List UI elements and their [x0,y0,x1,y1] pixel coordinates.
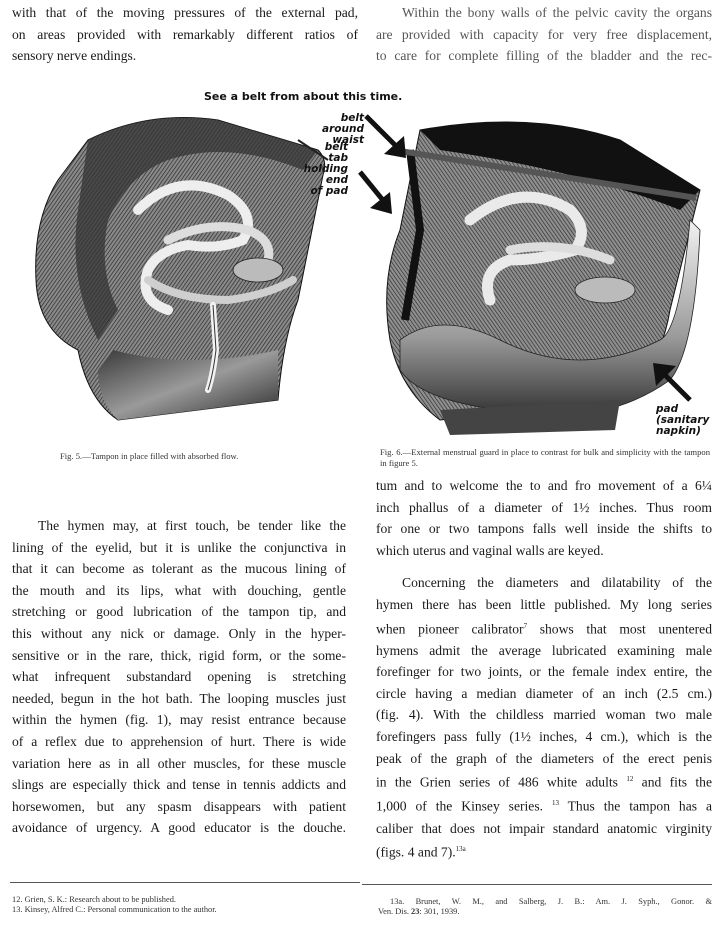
annotation-line: belt [340,112,364,124]
reference-superscript: 7 [523,621,528,630]
text-line: lining of the eyelid, but it is unlike the conjunctiva in [12,539,346,555]
annotation-line: belt [324,141,348,153]
text-span: in the Grien series of 486 white adults [376,774,627,790]
text-line: tum and to welcome the to and fro movement of a 6¼ [376,478,712,493]
volume-number: 23 [411,906,420,916]
footnotes-right [378,897,712,916]
text-line: forefinger for two joints, or the female index entire, the [376,664,712,680]
text-line: sensory nerve endings. [12,48,137,64]
text-span: Ven. Dis. [378,906,412,916]
text-line: hymens admit the average lubricated examining male [376,642,712,658]
annotation-pad [656,404,722,437]
text-line: this without any nick or damage. Only in the hyper- [12,625,346,641]
text-line: for one or two tampons falls well inside the shifts to [376,521,712,537]
text-line: caliber that does not impair standard anatomic virginity [376,820,712,836]
text-line: within the hymen (fig. 1), may resist entrance because [12,712,346,728]
text-line [376,616,712,640]
arrow-icon-belt-tab [356,168,396,218]
text-line: slings are especially thick and tense in tennis addicts and [12,777,346,793]
top-right-text [376,2,712,67]
text-line: (fig. 4). With the childless married woman two male [376,707,712,723]
text-line: Concerning the diameters and dilatability of the [402,575,712,591]
text-span: : 301, 1939. [419,906,460,916]
figure-5-tampon-illustration [28,100,338,440]
text-line: to care for complete filling of the bladder and the rec- [376,48,712,64]
text-line: variation here as in all other muscles, for these muscle [12,755,346,771]
right-column-body [376,475,712,863]
reference-superscript: 13 [551,799,559,808]
top-left-text [12,2,358,67]
annotation-title: See a belt from about this time. [204,90,403,103]
text-line [376,839,712,863]
text-span: and fits the [633,774,712,790]
text-line: what infrequent substandard opening is stretching [12,669,346,685]
text-span: (figs. 4 and 7). [376,844,456,860]
footnote-13: 13. Kinsey, Alfred C.: Personal communication to the author. [12,904,217,914]
annotation-line: of pad [310,185,348,197]
text-line: horsewomen, but any spasm disappears with patient [12,798,346,814]
text-line: inch phallus of a diameter of 1½ inches. Thus room [376,499,712,515]
figure-6-caption: Fig. 6.—External menstrual guard in place to contrast for bulk and simplicity with the tampon in figure 5. [380,447,710,468]
text-line: that it can become as tolerant as the mucous lining of [12,561,346,577]
text-line: of a reflex due to apprehension of hurt. There is wide [12,733,346,749]
text-line: on areas provided with remarkably different ratios of [12,26,358,42]
footnote-13a-line2 [378,907,712,917]
reference-superscript: 12 [626,775,634,784]
annotation-line: around waist [322,123,364,146]
text-span: when pioneer calibrator [376,621,524,637]
arrow-icon-pad [650,360,695,405]
footnote-divider-left [10,882,360,883]
text-line: with that of the moving pressures of the external pad, [12,5,358,20]
text-line: the mouth and its lips, what with douching, gentle [12,582,346,598]
footnote-12: 12. Grien, S. K.: Research about to be published. [12,895,176,904]
text-line: needed, begun in the hot bath. The looping muscles just [12,690,346,706]
text-line: forefingers pass fully (1½ inches, 4 cm.), which is the [376,729,712,745]
text-line: Within the bony walls of the pelvic cavity the organs [402,5,712,20]
arrow-icon-belt-waist [362,112,412,162]
text-line [376,769,712,793]
annotation-line: tab [328,152,348,164]
text-line: which uterus and vaginal walls are keyed. [376,542,604,558]
text-span: shows that most unentered [527,621,712,637]
annotation-line: pad [656,403,679,415]
text-line: circle having a median diameter of an inch (2.5 cm.) [376,685,712,701]
text-line: sensitive or in the rare, thick, rigid form, or the some- [12,647,346,663]
left-column-body [12,515,346,839]
footnotes-left [12,895,352,914]
annotation-line: holding [303,163,348,175]
text-line: stretching or good lubrication of the tampon tip, and [12,604,346,620]
footnote-13a-line1: 13a. Brunet, W. M., and Salberg, J. B.: Am. J. Syph., Gonor. & [390,897,712,906]
annotation-line: end [325,174,348,186]
reference-superscript: 13a [455,845,466,854]
text-line: hymen there has been little published. My long series [376,596,712,612]
annotation-line: napkin) [656,425,701,437]
text-line: are provided with capacity for very free displacement, [376,26,712,42]
figure-5-caption: Fig. 5.—Tampon in place filled with absorbed flow. [60,451,239,461]
text-line: avoidance of urgency. A good educator is the douche. [12,820,346,836]
text-span: Thus the tampon has a [558,798,712,814]
text-line: The hymen may, at first touch, be tender like the [38,518,346,533]
text-line: peak of the graph of the diameters of the erect penis [376,750,712,766]
annotation-belt-tab [300,142,348,197]
footnote-divider-right [362,884,712,885]
text-line [376,793,712,817]
text-span: 1,000 of the Kinsey series. [376,798,552,814]
annotation-line: (sanitary [656,414,710,426]
